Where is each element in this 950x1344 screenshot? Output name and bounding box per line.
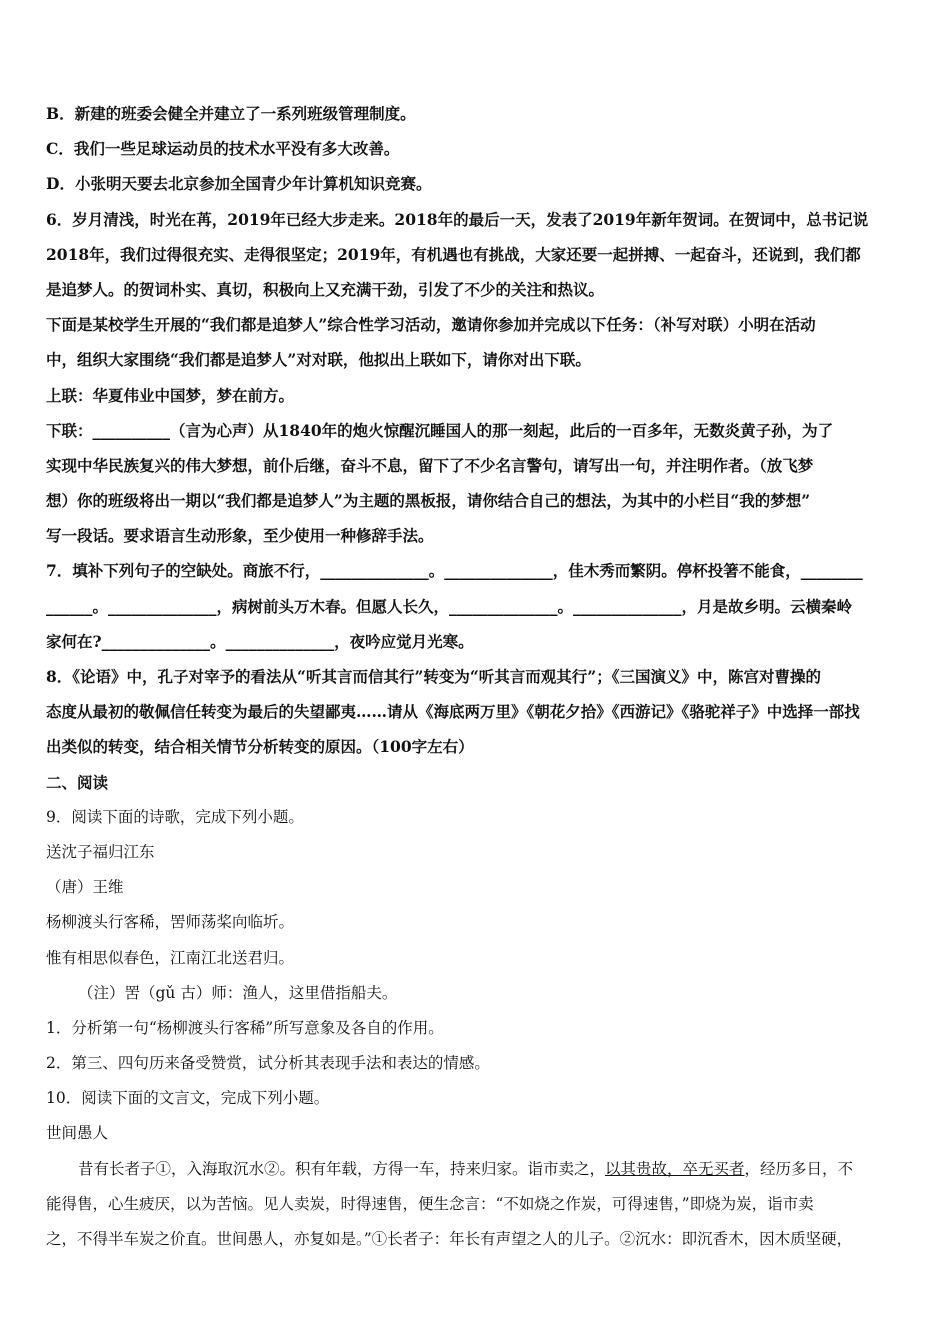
text-line: 是追梦人。的贺词朴实、真切，积极向上又充满干劲，引发了不少的关注和热议。 [46,279,605,299]
option-letter: D． [46,174,75,194]
question-intro: 10．阅读下面的文言文，完成下列小题。 [46,1089,330,1108]
text-line: 下联：__________（言为心声）从1840年的炮火惊醒沉睡国人的那一刻起，此后的一百多年，无数炎黄子孙，为了 [46,420,834,440]
passage-line: 之，不得半车炭之价直。世间愚人，亦复如是。”①长者子：年长有声望之人的儿子。②沉水：即沉香木，因木质坚硬， [46,1230,853,1248]
question-10 [46,1081,908,1257]
passage-text: ，经历多日，不 [744,1159,854,1178]
sub-question: 1．分析第一句“杨柳渡头行客稀”所写意象及各自的作用。 [46,1018,444,1037]
option-b [46,96,908,131]
question-6 [46,202,908,554]
poem-line: 惟有相思似春色，江南江北送君归。 [46,948,295,967]
passage-title: 世间愚人 [46,1124,109,1143]
section-heading: 二、阅读 [46,772,109,792]
text-line: 下面是某校学生开展的“我们都是追梦人”综合性学习活动，邀请你参加并完成以下任务：（补写对联）小明在活动 [46,315,816,335]
text-line: 想）你的班级将出一期以“我们都是追梦人”为主题的黑板报，请你结合自己的想法，为其中的小栏目“我的梦想” [46,491,811,511]
text-line: 6．岁月清浅，时光在苒，2019年已经大步走来。2018年的最后一天，发表了2019年新年贺词。在贺词中，总书记说 [46,209,869,229]
poem-author: （唐）王维 [46,878,124,897]
question-intro: 9．阅读下面的诗歌，完成下列小题。 [46,807,304,826]
text-line: 2018年，我们过得很充实、走得很坚定；2019年，有机遇也有挑战，大家还要一起拼搏、一起奋斗，还说到，我们都 [46,244,861,264]
exam-page [46,96,908,1257]
text-line: ______。______________，病树前头万木春。但愿人长久，______________。______________，月是故乡明。云横秦岭 [46,596,853,616]
question-8 [46,659,908,765]
option-letter: B． [46,104,75,123]
passage-text: 昔有长者子①，入海取沉水②。积有年载，方得一车，持来归家。诣市卖之， [78,1159,606,1178]
option-text: 小张明天要去北京参加全国青少年计算机知识竞赛。 [74,174,432,194]
passage-line [46,1152,908,1187]
text-line: 写一段话。要求语言生动形象，至少使用一种修辞手法。 [46,526,434,546]
option-c [46,131,908,166]
passage-line: 能得售，心生疲厌，以为苦恼。见人卖炭，时得速售，便生念言：“不如烧之作炭，可得速售，”即烧为炭，诣市卖 [46,1194,814,1213]
poem-line: 杨柳渡头行客稀，罟师荡桨向临圻。 [46,913,295,932]
text-line: 家何在?______________。______________，夜吟应觉月光寒。 [46,631,474,651]
poem-note: （注）罟（gǔ 古）师：渔人，这里借指船夫。 [78,983,398,1002]
sub-question: 2．第三、四句历来备受赞赏，试分析其表现手法和表达的情感。 [46,1054,490,1073]
question-9 [46,800,908,1082]
option-text: 新建的班委会健全并建立了一系列班级管理制度。 [74,104,416,123]
text-line: 中，组织大家围绕“我们都是追梦人”对对联，他拟出上联如下，请你对出下联。 [46,350,591,370]
option-text: 我们一些足球运动员的技术水平没有多大改善。 [73,139,400,159]
text-line: 出类似的转变，结合相关情节分析转变的原因。（100字左右） [46,737,474,757]
text-line: 实现中华民族复兴的伟大梦想，前仆后继，奋斗不息，留下了不少名言警句，请写出一句，并注明作者。（放飞梦 [46,455,814,475]
text-line: 7．填补下列句子的空缺处。商旅不行，______________。______________，佳木秀而繁阴。停杯投箸不能食，________ [46,561,863,581]
option-d [46,166,908,201]
question-7 [46,553,908,659]
option-letter: C． [46,139,74,159]
text-line: 8．《论语》中，孔子对宰予的看法从“听其言而信其行”转变为“听其言而观其行”；《三国演义》中，陈宫对曹操的 [46,667,821,686]
underlined-phrase: 以其贵故，卒无买者 [605,1159,745,1178]
poem-title: 送沈子福归江东 [46,842,155,861]
text-line: 上联：华夏伟业中国梦，梦在前方。 [46,385,295,405]
text-line: 态度从最初的敬佩信任转变为最后的失望鄙夷……请从《海底两万里》《朝花夕拾》《西游记》《骆驼祥子》中选择一部找 [46,702,860,722]
